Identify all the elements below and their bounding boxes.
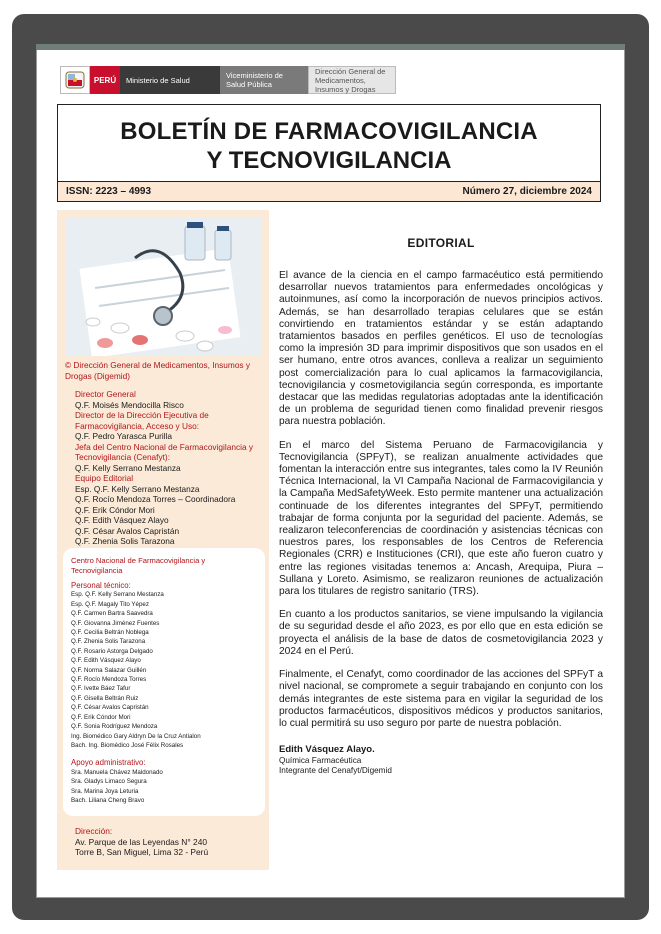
cover-photo [65,218,261,356]
editorial-paragraph: En cuanto a los productos sanitarios, se viene impulsando la vigilancia de su seguridad desde el año 2023, es por ello que en esta edición se proyecta el análisis de la base de datos de cosmetovigilancia 2023 y 2024 en el Perú. [279,609,603,657]
exec-name: Q.F. Pedro Yarasca Purilla [75,431,172,441]
cenafyt-role: Jefa del Centro Nacional de Farmacovigilancia y Tecnovigilancia (Cenafyt): [75,441,254,462]
staff-member: Q.F. César Avalos Capristán [71,704,149,712]
title-line-1: BOLETÍN DE FARMACOVIGILANCIA [120,118,538,145]
staff-member: Q.F. Edith Vásquez Alayo [71,657,141,665]
address-label: Dirección: [75,826,113,836]
issn-bar [57,182,601,202]
editorial-heading: EDITORIAL [407,236,475,250]
staff-member: Q.F. Erik Cóndor Mori [71,713,131,721]
bulletin-title-box [57,104,601,182]
staff-member: Q.F. Giovanna Jiménez Fuentes [71,619,160,627]
staff-member: Q.F. Zhenia Solis Tarazona [71,638,146,646]
issn: ISSN: 2223 – 4993 [66,186,152,197]
copyright: © Dirección General de Medicamentos, Insumos y Drogas (Digemid) [65,360,251,381]
editorial-paragraph: Finalmente, el Cenafyt, como coordinador de las acciones del SPFyT a nivel nacional, se compromete a seguir trabajando en conjunto con los demás integrantes de este sistema para en vigilar la seguridad de los productos farmacéuticos, dispositivos médicos y productos sanitarios, lo cual permitirá su uso seguro por parte de nuestra población. [279,669,603,729]
team-member: Esp. Q.F. Kelly Serrano Mestanza [75,483,200,494]
support-member: Bach. Liliana Cheng Bravo [71,796,145,804]
issue-number: Número 27, diciembre 2024 [462,186,592,197]
staff-member: Ing. Biomédico Gary Aldryn De la Cruz Antialon [71,732,201,740]
team-role: Equipo Editorial [75,473,134,483]
cenafyt-name: Q.F. Kelly Serrano Mestanza [75,462,181,473]
editorial-paragraph: En el marco del Sistema Peruano de Farmacovigilancia y Tecnovigilancia (SPFyT), se realizan anualmente actividades que fomentan la interacción entre sus integrantes, tales como la IV Reunión Técnica Internacional, la VI Campaña Nacional de Farmacovigilancia y la Campaña MedSafetyWeek. Esto permite mantener una actualización continuade de los diferentes integrantes del SPFyT, permitiendo trabajar de forma conjunta por la seguridad del paciente. Además, se realizaron teleconferencias de coordinación y asistencias técnicas con nuestros pares, los responsables de los Centros de Referencia Regionales (CRR) e Instituciones (CRI), que este año fueron cuatro y entre las regiones visitadas tenemos a: Ancash, Arequipa, Piura – Sullana y Loreto. Asimismo, se realizaron reuniones de actualización para los titulares de registro sanitario (TRS). [279,439,603,598]
support-member: Sra. Marina Joya Leturia [71,787,139,795]
coat-of-arms-icon [60,66,90,94]
team-member: Q.F. César Avalos Capristán [75,525,180,536]
cenafyt-box-title: Centro Nacional de Farmacovigilancia y Tecnovigilancia [71,556,206,575]
support-title: Apoyo administrativo: [71,758,146,768]
staff-member: Esp. Q.F. Kelly Serrano Mestanza [71,591,164,599]
sidebar-column [57,210,269,870]
support-member: Sra. Manuela Chávez Maldonado [71,768,163,776]
staff-title: Personal técnico: [71,581,131,590]
staff-member: Q.F. Sonia Rodríguez Mendoza [71,723,158,731]
page-top-strip [36,44,625,50]
staff-member: Q.F. Rocío Mendoza Torres [71,676,147,684]
address-block [75,826,208,858]
staff-member: Q.F. Gisella Beltrán Ruiz [71,694,139,702]
direction-logo: Dirección General de Medicamentos, Insumos y Drogas [308,66,396,94]
ministry-logo: Ministerio de Salud [120,66,220,94]
peru-logo: PERÚ [90,66,120,94]
staff-member: Q.F. Norma Salazar Guillén [71,666,147,674]
team-member: Q.F. Edith Vásquez Alayo [75,515,169,525]
staff-member: Esp. Q.F. Magaly Tito Yépez [71,600,149,608]
team-member: Q.F. Rocío Mendoza Torres – Coordinadora [75,494,236,504]
staff-member: Bach. Ing. Biomédico José Félix Rosales [71,741,184,749]
viceministry-logo: Viceministerio de Salud Pública [220,66,308,94]
cenafyt-staff-box [63,548,265,816]
editorial-paragraph: El avance de la ciencia en el campo farmacéutico está permitiendo desarrollar nuevos tratamientos para enfermedades oncológicas y autoinmunes, así como la incorporación de nuevos principios activos. Además, se han desarrollado terapias celulares que se están convirtiendo en tratamientos estándar y se están adaptando tratamientos basados en perfiles genéticos. El uso de tecnologías como la impresión 3D para imprimir dispositivos que son usados en el ser humano, entre otros avances, conlleva a realizar un seguimiento post comercialización para lo cual aplicamos la farmacovigilancia, tecnovigilancia y cosmetovigilancia según corresponda, es importante destacar que las medidas regulatorias adoptadas ante la identificación de un problema de seguridad tienen como finalidad prevenir riesgos para nuestra población. [279,270,603,428]
signer-org: Integrante del Cenafyt/Digemid [279,766,392,776]
director-role: Director General [75,389,136,399]
team-member: Q.F. Zhenia Solis Tarazona [75,536,175,546]
director-name: Q.F. Moisés Mendocilla Risco [75,399,184,410]
signature [279,744,603,776]
signer-title: Química Farmacéutica [279,756,362,766]
signer-name: Edith Vásquez Alayo. [279,744,375,756]
address-line: Torre B, San Miguel, Lima 32 - Perú [75,847,209,857]
staff-member: Q.F. Carmen Bartra Saavedra [71,610,153,618]
team-member: Q.F. Erik Cóndor Mori [75,504,155,515]
exec-role: Director de la Dirección Ejecutiva de Farmacovigilancia, Acceso y Uso: [75,410,209,431]
credits [65,360,265,547]
support-member: Sra. Gladys Limaco Segura [71,778,147,786]
staff-member: Q.F. Cecilia Beltrán Noblega [71,629,149,637]
staff-member: Q.F. Rosario Astorga Delgado [71,647,153,655]
header-logo-bar [60,66,396,94]
title-line-2: Y TECNOVIGILANCIA [206,147,452,174]
editorial-column [279,236,603,776]
address-line: Av. Parque de las Leyendas N° 240 [75,836,208,847]
staff-member: Q.F. Ivette Báez Tafur [71,685,131,693]
